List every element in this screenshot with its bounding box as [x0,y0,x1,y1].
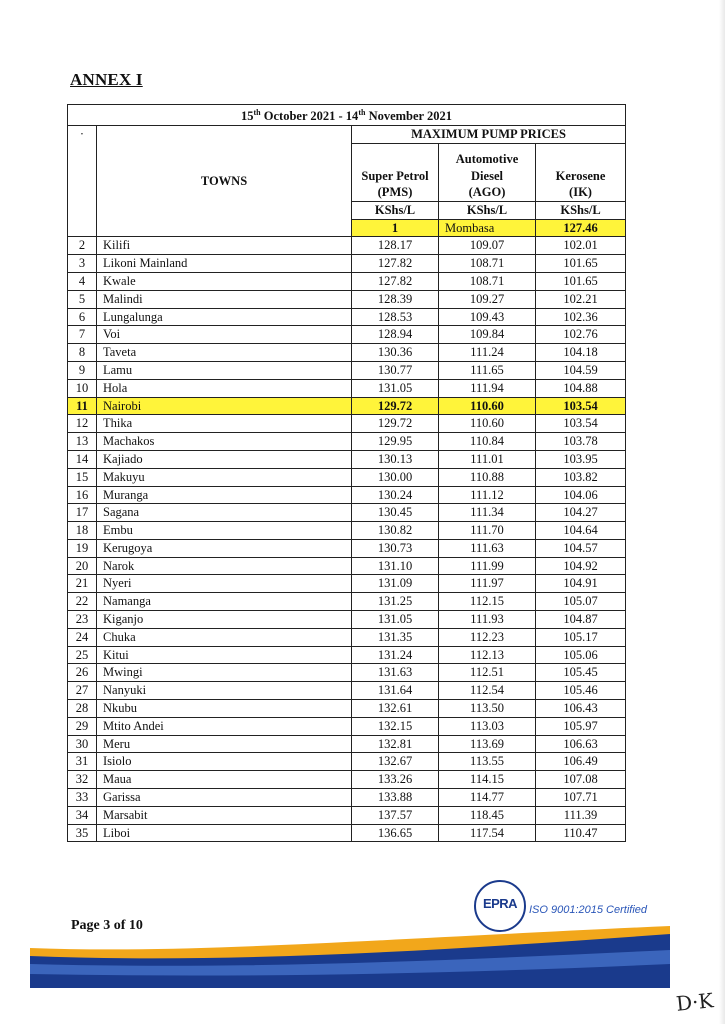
row-number: 7 [68,326,97,344]
ik-price: 104.57 [536,539,626,557]
ik-price: 103.54 [536,415,626,433]
table-row [68,664,626,682]
town-name: Taveta [97,344,352,362]
town-name: Thika [97,415,352,433]
town-name: Chuka [97,628,352,646]
table-row [68,557,626,575]
pms-price: 130.45 [352,504,439,522]
ik-price: 102.01 [536,237,626,255]
ago-price: 109.84 [439,326,536,344]
row-number: 31 [68,753,97,771]
pms-price: 128.53 [352,308,439,326]
town-name: Garissa [97,789,352,807]
town-name: Malindi [97,290,352,308]
ik-price: 105.07 [536,593,626,611]
pms-price: 131.10 [352,557,439,575]
ik-price: 104.64 [536,522,626,540]
row-number: 23 [68,611,97,629]
table-row [68,379,626,397]
towns-header: TOWNS [97,125,352,236]
town-name: Sagana [97,504,352,522]
ago-price: 114.15 [439,771,536,789]
table-row [68,255,626,273]
table-row [68,824,626,842]
row-number: 33 [68,789,97,807]
table-row [68,682,626,700]
row-number: 26 [68,664,97,682]
ik-price: 104.06 [536,486,626,504]
row-number: 27 [68,682,97,700]
town-name: Namanga [97,593,352,611]
table-row [68,735,626,753]
town-name: Nkubu [97,700,352,718]
ago-price: 111.99 [439,557,536,575]
ik-price: 103.54 [536,397,626,415]
pms-price: 128.94 [352,326,439,344]
ago-price: 118.45 [439,806,536,824]
town-name: Kwale [97,272,352,290]
pump-price-table [67,104,626,842]
town-name: Makuyu [97,468,352,486]
ago-price: 110.84 [439,433,536,451]
pms-price: 129.95 [352,433,439,451]
pms-price: 136.65 [352,824,439,842]
table-row [68,753,626,771]
ago-price: 111.93 [439,611,536,629]
table-row [68,361,626,379]
ik-price: 104.92 [536,557,626,575]
town-name: Mwingi [97,664,352,682]
table-row [68,646,626,664]
town-name: Kerugoya [97,539,352,557]
ago-price: 117.54 [439,824,536,842]
pms-price: 130.36 [352,344,439,362]
ago-price: 111.97 [439,575,536,593]
table-row [68,717,626,735]
ago-price: 113.03 [439,717,536,735]
ik-price: 105.17 [536,628,626,646]
town-name: Narok [97,557,352,575]
town-name: Kilifi [97,237,352,255]
ago-price: 112.15 [439,593,536,611]
row-number: 19 [68,539,97,557]
ago-price: 114.77 [439,789,536,807]
town-name: Likoni Mainland [97,255,352,273]
row-number: 4 [68,272,97,290]
ik-price: 105.06 [536,646,626,664]
row-number: 22 [68,593,97,611]
row-number: 14 [68,450,97,468]
ago-price: 112.13 [439,646,536,664]
table-row [68,522,626,540]
table-row [68,237,626,255]
pms-price: 133.88 [352,789,439,807]
town-name: Embu [97,522,352,540]
row-number: 12 [68,415,97,433]
table-row [68,397,626,415]
pms-price: 132.67 [352,753,439,771]
pms-price: 131.05 [352,611,439,629]
row-number: 6 [68,308,97,326]
table-row [68,628,626,646]
ik-price: 103.78 [536,433,626,451]
table-row [68,539,626,557]
row-number: 25 [68,646,97,664]
row-number: 3 [68,255,97,273]
town-name: Kitui [97,646,352,664]
town-name: Meru [97,735,352,753]
ik-header: Kerosene (IK) [536,143,626,201]
ik-price: 105.97 [536,717,626,735]
ik-price: 106.49 [536,753,626,771]
town-name: Mtito Andei [97,717,352,735]
ago-price: 111.34 [439,504,536,522]
row-number: 35 [68,824,97,842]
pms-price: 132.81 [352,735,439,753]
ago-unit: KShs/L [439,201,536,219]
ik-price: 106.63 [536,735,626,753]
row-number: 10 [68,379,97,397]
table-row [68,771,626,789]
ago-price: 112.51 [439,664,536,682]
ago-price: 111.70 [439,522,536,540]
row-number: 32 [68,771,97,789]
table-row [68,806,626,824]
row-number: 34 [68,806,97,824]
ago-price: 111.65 [439,361,536,379]
town-name: Nyeri [97,575,352,593]
annex-heading: ANNEX I [70,70,143,89]
pms-price: 127.82 [352,255,439,273]
town-name: Lungalunga [97,308,352,326]
pms-unit: KShs/L [352,201,439,219]
pms-price: 130.24 [352,486,439,504]
ik-price: 104.27 [536,504,626,522]
pms-price: 137.57 [352,806,439,824]
town-name: Lamu [97,361,352,379]
ago-price: 109.27 [439,290,536,308]
town-name: Isiolo [97,753,352,771]
table-row [68,486,626,504]
epra-logo: EPRA [474,880,526,932]
pms-header: Super Petrol (PMS) [352,143,439,201]
town-name: Marsabit [97,806,352,824]
ik-price: 104.59 [536,361,626,379]
pms-price: 129.72 [352,397,439,415]
table-row [68,433,626,451]
ik-price: 104.87 [536,611,626,629]
pms-price: 131.63 [352,664,439,682]
row-number: 8 [68,344,97,362]
row-number: 21 [68,575,97,593]
ik-price: 101.65 [536,255,626,273]
town-name: Muranga [97,486,352,504]
table-row [68,789,626,807]
table-row [68,344,626,362]
pms-price: 129.72 [352,415,439,433]
pms-price: 128.39 [352,290,439,308]
row-number: 18 [68,522,97,540]
ik-price: 104.88 [536,379,626,397]
table-row [68,308,626,326]
pms-price: 127.46 [536,219,626,237]
table-row [68,290,626,308]
table-row [68,593,626,611]
town-name: Maua [97,771,352,789]
pms-price: 130.77 [352,361,439,379]
table-row [68,468,626,486]
ago-price: 111.01 [439,450,536,468]
ago-price: 108.71 [439,255,536,273]
town-name: Voi [97,326,352,344]
pms-price: 130.00 [352,468,439,486]
row-number: 11 [68,397,97,415]
town-name: Kiganjo [97,611,352,629]
ago-price: 113.50 [439,700,536,718]
ago-price: 113.55 [439,753,536,771]
pms-price: 130.73 [352,539,439,557]
town-name: Hola [97,379,352,397]
ik-unit: KShs/L [536,201,626,219]
ago-price: 112.54 [439,682,536,700]
row-number: 30 [68,735,97,753]
town-name: Kajiado [97,450,352,468]
pms-price: 131.35 [352,628,439,646]
ago-price: 111.63 [439,539,536,557]
table-row [68,326,626,344]
table-row [68,575,626,593]
ago-price: 108.71 [439,272,536,290]
pms-price: 132.15 [352,717,439,735]
row-number: 16 [68,486,97,504]
ik-price: 111.39 [536,806,626,824]
ago-price: 113.69 [439,735,536,753]
town-name: Nairobi [97,397,352,415]
pms-price: 131.05 [352,379,439,397]
row-number: 17 [68,504,97,522]
row-number: 1 [352,219,439,237]
max-pump-prices-header: MAXIMUM PUMP PRICES [352,125,626,143]
pms-price: 130.82 [352,522,439,540]
number-header: · [68,125,97,236]
ik-price: 105.45 [536,664,626,682]
ik-price: 101.65 [536,272,626,290]
ik-price: 103.95 [536,450,626,468]
table-row [68,504,626,522]
pms-price: 131.64 [352,682,439,700]
row-number: 24 [68,628,97,646]
row-number: 20 [68,557,97,575]
town-name: Nanyuki [97,682,352,700]
ago-price: 112.23 [439,628,536,646]
ago-price: 111.94 [439,379,536,397]
ik-price: 107.08 [536,771,626,789]
ik-price: 102.36 [536,308,626,326]
pms-price: 127.82 [352,272,439,290]
town-name: Mombasa [439,219,536,237]
ik-price: 104.18 [536,344,626,362]
pms-price: 131.24 [352,646,439,664]
town-name: Liboi [97,824,352,842]
ago-price: 109.07 [439,237,536,255]
ago-price: 109.43 [439,308,536,326]
row-number: 5 [68,290,97,308]
table-row [68,450,626,468]
footer-wave-graphic [30,920,670,990]
ik-price: 105.46 [536,682,626,700]
row-number: 2 [68,237,97,255]
ik-price: 110.47 [536,824,626,842]
ik-price: 102.76 [536,326,626,344]
ik-price: 104.91 [536,575,626,593]
page-number: Page 3 of 10 [71,918,143,933]
ik-price: 102.21 [536,290,626,308]
table-row [68,700,626,718]
ago-price: 111.24 [439,344,536,362]
pms-price: 131.09 [352,575,439,593]
row-number: 13 [68,433,97,451]
table-row [68,272,626,290]
handwritten-initials: D·K [674,988,715,1016]
row-number: 9 [68,361,97,379]
ik-price: 103.82 [536,468,626,486]
ik-price: 107.71 [536,789,626,807]
ago-price: 110.88 [439,468,536,486]
pms-price: 132.61 [352,700,439,718]
town-name: Machakos [97,433,352,451]
row-number: 29 [68,717,97,735]
pms-price: 130.13 [352,450,439,468]
ago-price: 110.60 [439,415,536,433]
pms-price: 131.25 [352,593,439,611]
table-row [68,415,626,433]
page-edge-shadow [719,0,725,1024]
ago-header: Automotive Diesel (AGO) [439,143,536,201]
table-row [68,611,626,629]
row-number: 28 [68,700,97,718]
pms-price: 128.17 [352,237,439,255]
pms-price: 133.26 [352,771,439,789]
row-number: 15 [68,468,97,486]
ik-price: 106.43 [536,700,626,718]
ago-price: 110.60 [439,397,536,415]
ago-price: 111.12 [439,486,536,504]
period-header: 15th October 2021 - 14th November 2021 [68,105,626,126]
iso-certification: ISO 9001:2015 Certified [529,904,648,916]
